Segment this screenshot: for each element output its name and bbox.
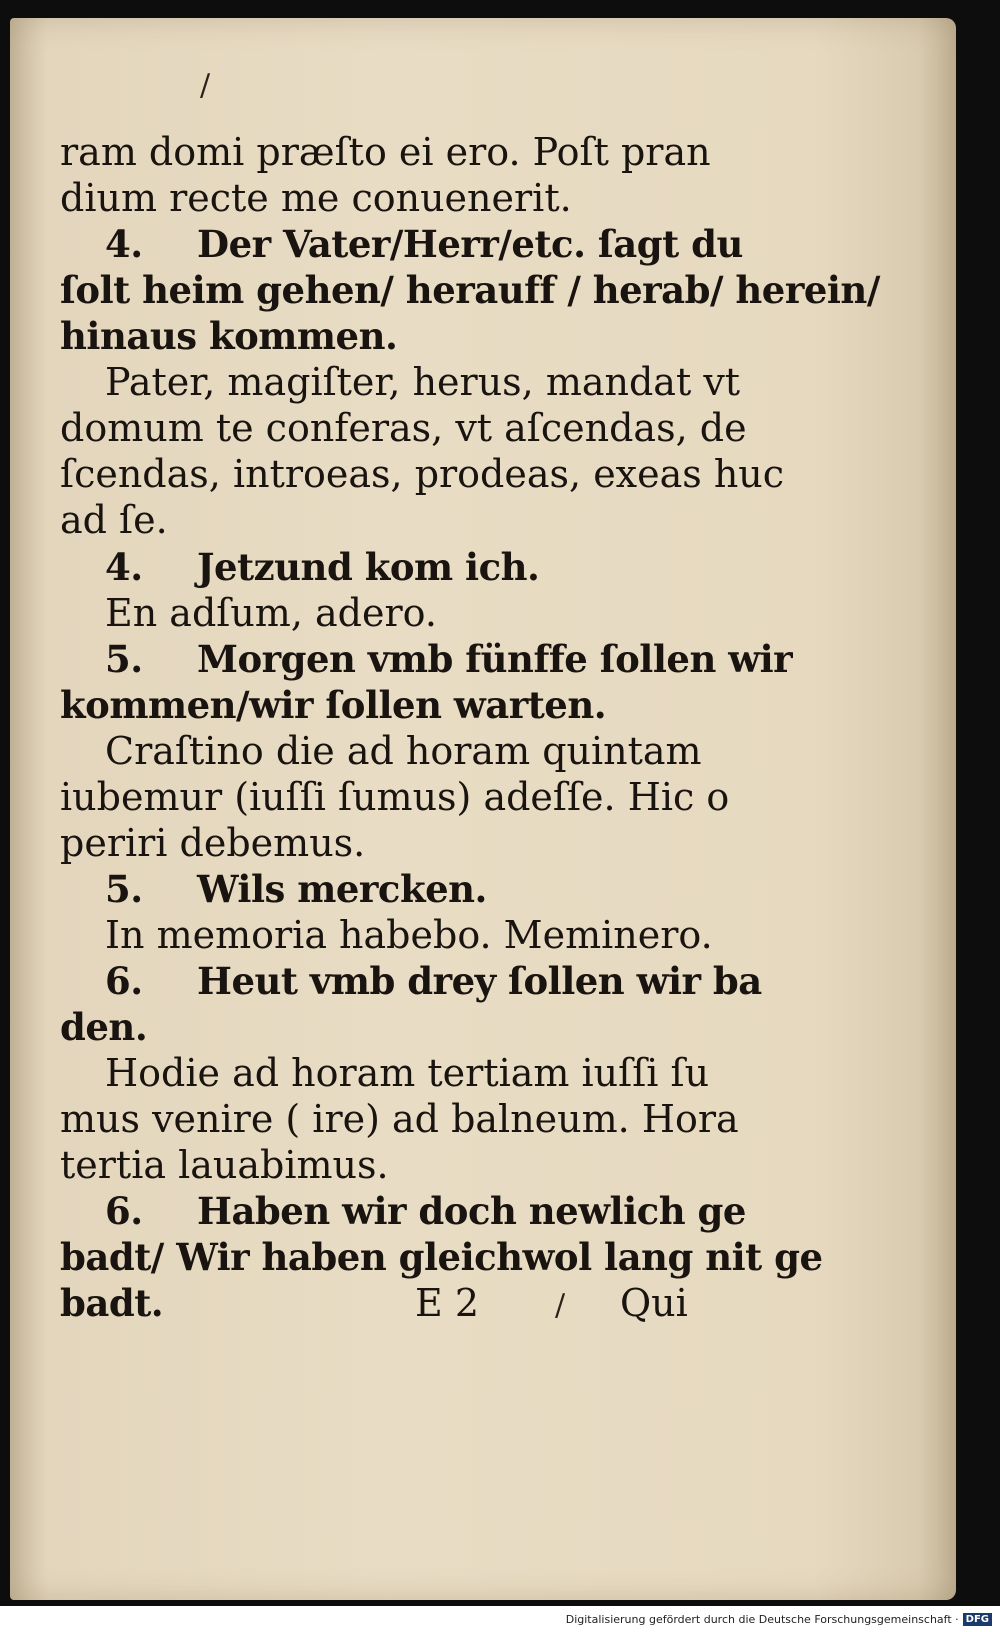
text-line: 6. Haben wir doch newlich ge	[105, 1189, 746, 1233]
text-line: ram domi præſto ei ero. Poſt pran	[60, 130, 711, 174]
text-line: mus venire ( ire) ad balneum. Hora	[60, 1097, 739, 1141]
text-line: dium recte me conuenerit.	[60, 176, 572, 220]
signature-mark: E 2	[415, 1281, 479, 1325]
digitization-footer	[0, 1606, 1000, 1632]
text-line: tertia lauabimus.	[60, 1143, 389, 1187]
catchword: Qui	[620, 1281, 688, 1325]
text-line: iubemur (iuſſi ſumus) adeſſe. Hic o	[60, 775, 730, 819]
entry-number: 5.	[105, 637, 143, 681]
text-line: badt/ Wir haben gleichwol lang nit ge	[60, 1235, 823, 1279]
entry-number: 6.	[105, 959, 143, 1003]
text-line: hinaus kommen.	[60, 314, 398, 358]
entry-number: 4.	[105, 222, 143, 266]
text-line: kommen/wir ſollen warten.	[60, 683, 607, 727]
text-line: 6. Heut vmb drey ſollen wir ba	[105, 959, 762, 1003]
text-line: 4. Jetzund kom ich.	[105, 545, 540, 589]
text-line: 5. Wils mercken.	[105, 867, 487, 911]
footer-credit: Digitalisierung gefördert durch die Deutsche Forschungsgemeinschaft ·	[565, 1612, 959, 1626]
text-line: ſolt heim gehen/ herauff / herab/ herein/	[60, 268, 880, 312]
text-line: Hodie ad horam tertiam iuſſi ſu	[105, 1051, 710, 1095]
text-line: Pater, magiſter, herus, mandat vt	[105, 360, 741, 404]
ink-mark: /	[555, 1288, 566, 1323]
text-line: badt.	[60, 1281, 164, 1325]
text-line: ad ſe.	[60, 498, 168, 542]
text-line: 4. Der Vater/Herr/etc. ſagt du	[105, 222, 743, 266]
dfg-logo: DFG	[963, 1613, 992, 1626]
text-line: den.	[60, 1005, 148, 1049]
entry-number: 4.	[105, 545, 143, 589]
text-line: ſcendas, introeas, prodeas, exeas huc	[60, 452, 785, 496]
text-line: En adſum, adero.	[105, 591, 437, 635]
text-line: Craſtino die ad horam quintam	[105, 729, 702, 773]
entry-number: 5.	[105, 867, 143, 911]
text-line: 5. Morgen vmb fünffe ſollen wir	[105, 637, 793, 681]
entry-number: 6.	[105, 1189, 143, 1233]
text-line: periri debemus.	[60, 821, 366, 865]
text-line: domum te conferas, vt aſcendas, de	[60, 406, 747, 450]
book-page	[10, 18, 956, 1600]
text-line: In memoria habebo. Meminero.	[105, 913, 713, 957]
ink-mark: /	[200, 68, 211, 103]
